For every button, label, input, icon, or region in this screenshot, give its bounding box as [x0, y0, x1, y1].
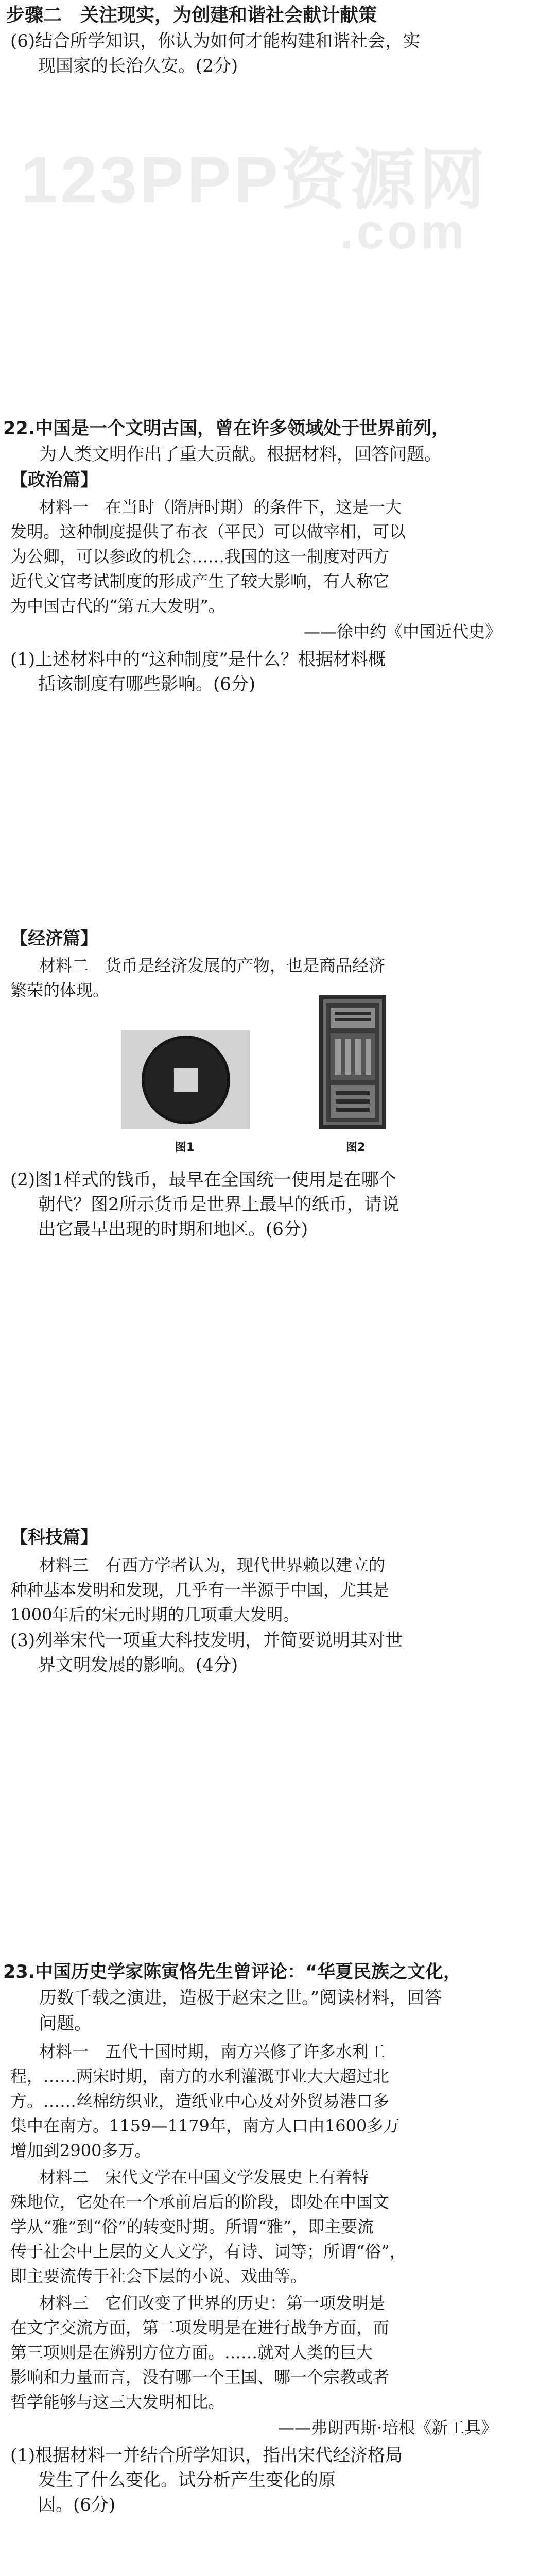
q23-material2-line: 材料二 宋代文学在中国文学发展史上有着特 — [39, 2167, 369, 2187]
q22-material1-source: ——徐中约《中国近代史》 — [304, 622, 502, 641]
economy-heading: 【经济篇】 — [10, 928, 98, 949]
q23-material1-line: 方。……丝棉纺织业，造纸业中心及对外贸易港口多 — [10, 2091, 390, 2111]
q22-material1-line: 材料一 在当时（隋唐时期）的条件下，这是一大 — [39, 497, 402, 517]
q22-q2-line: 出它最早出现的时期和地区。(6分) — [38, 1219, 308, 1240]
figure1-coin-photo — [121, 1030, 250, 1129]
q22-material1-line: 为中国古代的“第五大发明”。 — [10, 596, 225, 616]
q23-material1-line: 增加到2900多万。 — [10, 2141, 151, 2160]
q22-material1-line: 为公卿，可以参政的机会……我国的这一制度对西方 — [10, 547, 390, 566]
q23-material3-line: 材料三 它们改变了世界的历史：第一项发明是 — [39, 2293, 386, 2313]
q23-material2-line: 即主要流传于社会下层的小说、戏曲等。 — [10, 2266, 307, 2286]
q22-q1-line1: (1)上述材料中的“这种制度”是什么？根据材料概 — [10, 649, 386, 670]
watermark-domain: .com — [340, 204, 468, 259]
figure2-paper-money-photo — [319, 995, 386, 1129]
politics-heading: 【政治篇】 — [10, 470, 98, 490]
q23-material3-line: 第三项则是在辨别方位方面。……就对人类的巨大 — [10, 2343, 373, 2362]
tech-heading: 【科技篇】 — [10, 1527, 98, 1548]
q23-q1-line: (1)根据材料一并结合所学知识，指出宋代经济格局 — [10, 2445, 403, 2466]
q22-material2-line1: 材料二 货币是经济发展的产物，也是商品经济 — [39, 956, 386, 975]
figure1-caption: 图1 — [175, 1141, 195, 1154]
q22-material2-line2: 繁荣的体现。 — [10, 980, 110, 1000]
q23-material3-line: 哲学能够与这三大发明相比。 — [10, 2392, 225, 2412]
q22-material3-line: 材料三 有西方学者认为，现代世界赖以建立的 — [39, 1555, 386, 1575]
q22-q2-line: (2)图1样式的钱币，最早在全国统一使用是在哪个 — [10, 1170, 396, 1190]
q22-q3-line: 界文明发展的影响。(4分) — [38, 1655, 238, 1675]
q23-material2-line: 殊地位，它处在一个承前启后的阶段，即处在中国文 — [10, 2192, 390, 2212]
step-heading: 步骤二 关注现实，为创建和谐社会献计献策 — [6, 5, 377, 26]
watermark: 123PPP资源网 — [21, 143, 488, 217]
q23-material2-line: 学从“雅”到“俗”的转变时期。所谓“雅”，即主要流 — [10, 2217, 374, 2236]
q6-line2: 现国家的长治久安。(2分) — [38, 56, 238, 76]
q23-intro-line: 历数千载之演进，造极于赵宋之世。”阅读材料，回答 — [39, 1988, 442, 2008]
q22-q1-line2: 括该制度有哪些影响。(6分) — [38, 674, 256, 694]
figure2-caption: 图2 — [346, 1141, 366, 1154]
q23-material3-line: 在文字交流方面，第二项发明是在进行战争方面，而 — [10, 2318, 390, 2337]
q23-q1-line: 发生了什么变化。试分析产生变化的原 — [38, 2470, 336, 2490]
q22-q3-line: (3)列举宋代一项重大科技发明，并简要说明其对世 — [10, 1630, 403, 1651]
q22-intro-line2: 为人类文明作出了重大贡献。根据材料，回答问题。 — [39, 444, 442, 465]
q22-material3-line: 种种基本发明和发现，几乎有一半源于中国，尤其是 — [10, 1580, 390, 1600]
q23-material1-line: 材料一 五代十国时期，南方兴修了许多水利工 — [39, 2042, 386, 2061]
q23-q1-line: 因。(6分) — [38, 2495, 116, 2515]
q23-material2-line: 传于社会中上层的文人文学，有诗、词等；所谓“俗”， — [10, 2242, 406, 2261]
q23-material3-line: 影响和力量而言，没有哪一个王国、哪一个宗教或者 — [10, 2367, 390, 2387]
q22-intro-line1: 22.中国是一个文明古国，曾在许多领域处于世界前列， — [3, 418, 450, 439]
q22-q2-line: 朝代？图2所示货币是世界上最早的纸币，请说 — [38, 1194, 399, 1215]
q23-intro-line: 问题。 — [39, 2013, 92, 2034]
q22-material1-line: 近代文官考试制度的形成产生了较大影响，有人称它 — [10, 571, 390, 591]
q23-material1-line: 集中在南方。1159—1179年，南方人口由1600多万 — [10, 2116, 400, 2136]
q23-material1-line: 程，……两宋时期，南方的水利灌溉事业大大超过北 — [10, 2066, 390, 2086]
q23-material3-source: ——弗朗西斯·培根《新工具》 — [278, 2418, 498, 2437]
q22-material3-line: 1000年后的宋元时期的几项重大发明。 — [10, 1605, 300, 1624]
q23-intro-line: 23.中国历史学家陈寅恪先生曾评论：“华夏民族之文化， — [3, 1962, 462, 1982]
q22-material1-line: 发明。这种制度提供了布衣（平民）可以做宰相，可以 — [10, 522, 406, 541]
q6-line1: (6)结合所学知识，你认为如何才能构建和谐社会，实 — [10, 31, 421, 52]
